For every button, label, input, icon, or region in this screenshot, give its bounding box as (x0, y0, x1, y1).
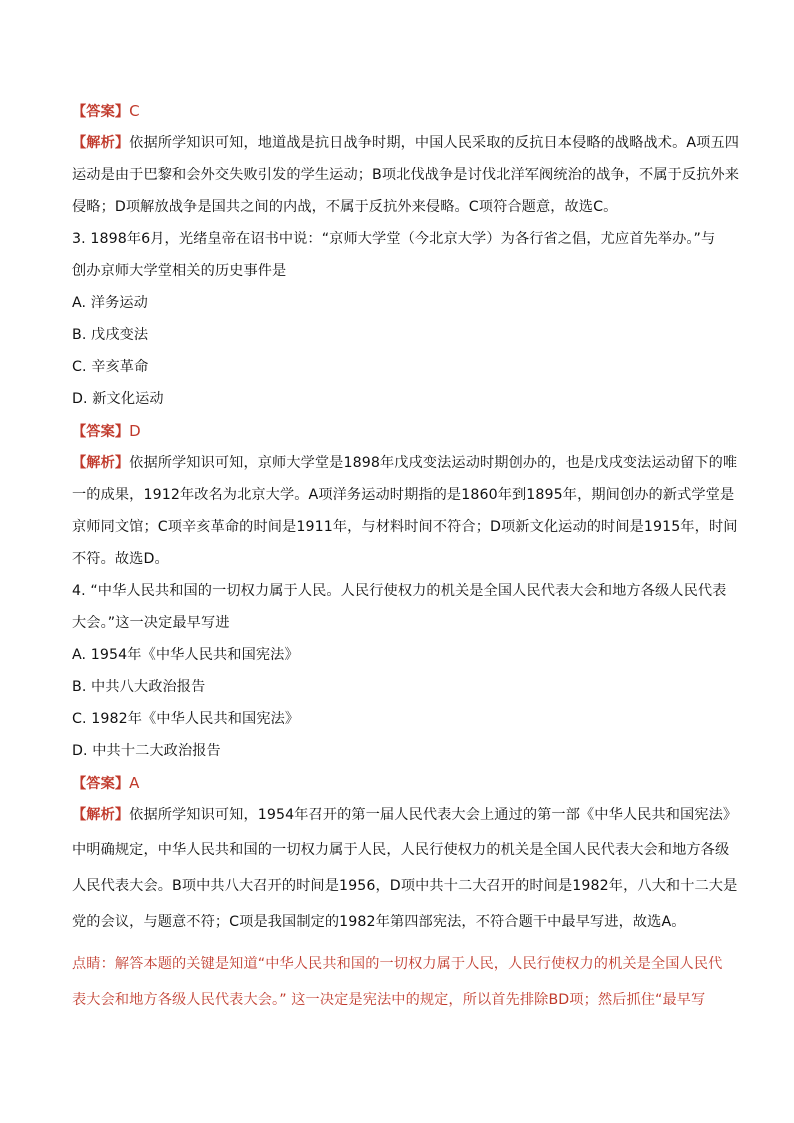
q3-analysis-line-4: 不符。故选D。 (72, 551, 169, 567)
q4-analysis-line-3: 人民代表大会。B项中共八大召开的时间是1956，D项中共十二大召开的时间是1982年，八大和十二大是 (72, 878, 738, 894)
answer-value: C (129, 102, 140, 120)
q4-stem-line-2: 大会。”这一决定最早写进 (72, 615, 230, 631)
q3-analysis-line-2: 一的成果，1912年改名为北京大学。A项洋务运动时期指的是1860年到1895年，期间创办的新式学堂是 (72, 487, 735, 503)
q2-analysis-line-1 (72, 133, 740, 153)
answer-tag: 【答案】 (72, 776, 130, 792)
q2-answer-line (72, 101, 732, 122)
q3-analysis-line-1 (72, 453, 738, 473)
answer-tag: 【答案】 (72, 424, 130, 440)
analysis-tag: 【解析】 (72, 135, 130, 151)
q4-analysis-line-4: 党的会议，与题意不符；C项是我国制定的1982年第四部宪法，不符合题干中最早写进，故选A。 (72, 914, 686, 930)
answer-value: A (129, 774, 140, 792)
q3-stem-line-2: 创办京师大学堂相关的历史事件是 (72, 263, 287, 279)
q4-comment-line-1: 点睛：解答本题的关键是知道“中华人民共和国的一切权力属于人民，人民行使权力的机关是全国人民代 (72, 956, 723, 972)
q4-answer-line (72, 773, 732, 794)
analysis-tag: 【解析】 (72, 455, 130, 471)
q2-analysis-line-2: 运动是由于巴黎和会外交失败引发的学生运动；B项北伐战争是讨伐北洋军阀统治的战争，不属于反抗外来 (72, 167, 740, 183)
analysis-tag: 【解析】 (72, 807, 130, 823)
q4-option-c: C. 1982年《中华人民共和国宪法》 (72, 711, 300, 727)
q4-analysis-line-1 (72, 805, 738, 825)
q4-option-d: D. 中共十二大政治报告 (72, 743, 221, 759)
q3-option-a: A. 洋务运动 (72, 295, 148, 311)
q3-answer-line (72, 421, 732, 442)
q4-stem-line-1: 4. “中华人民共和国的一切权力属于人民。人民行使权力的机关是全国人民代表大会和地方各级人民代表 (72, 583, 727, 599)
q3-analysis-line-3: 京师同文馆；C项辛亥革命的时间是1911年，与材料时间不符合；D项新文化运动的时间是1915年，时间 (72, 519, 738, 535)
analysis-text: 依据所学知识可知，1954年召开的第一届人民代表大会上通过的第一部《中华人民共和国宪法》 (129, 807, 738, 823)
q4-option-a: A. 1954年《中华人民共和国宪法》 (72, 647, 299, 663)
q2-analysis-line-3: 侵略；D项解放战争是国共之间的内战，不属于反抗外来侵略。C项符合题意，故选C。 (72, 199, 618, 215)
q4-option-b: B. 中共八大政治报告 (72, 679, 206, 695)
answer-value: D (129, 422, 141, 440)
answer-tag: 【答案】 (72, 104, 130, 120)
q3-option-b: B. 戊戌变法 (72, 327, 149, 343)
q4-comment-line-2: 表大会和地方各级人民代表大会。” 这一决定是宪法中的规定，所以首先排除BD项；然后抓住“最早写 (72, 992, 706, 1008)
q3-stem-line-1: 3. 1898年6月，光绪皇帝在诏书中说：“京师大学堂（今北京大学）为各行省之倡，尤应首先举办。”与 (72, 231, 716, 247)
q4-analysis-line-2: 中明确规定，中华人民共和国的一切权力属于人民，人民行使权力的机关是全国人民代表大会和地方各级 (72, 842, 730, 858)
q3-option-c: C. 辛亥革命 (72, 359, 149, 375)
analysis-text: 依据所学知识可知，京师大学堂是1898年戊戌变法运动时期创办的，也是戊戌变法运动留下的唯 (129, 455, 738, 471)
q3-option-d: D. 新文化运动 (72, 391, 164, 407)
analysis-text: 依据所学知识可知，地道战是抗日战争时期，中国人民采取的反抗日本侵略的战略战术。A项五四 (129, 135, 740, 151)
